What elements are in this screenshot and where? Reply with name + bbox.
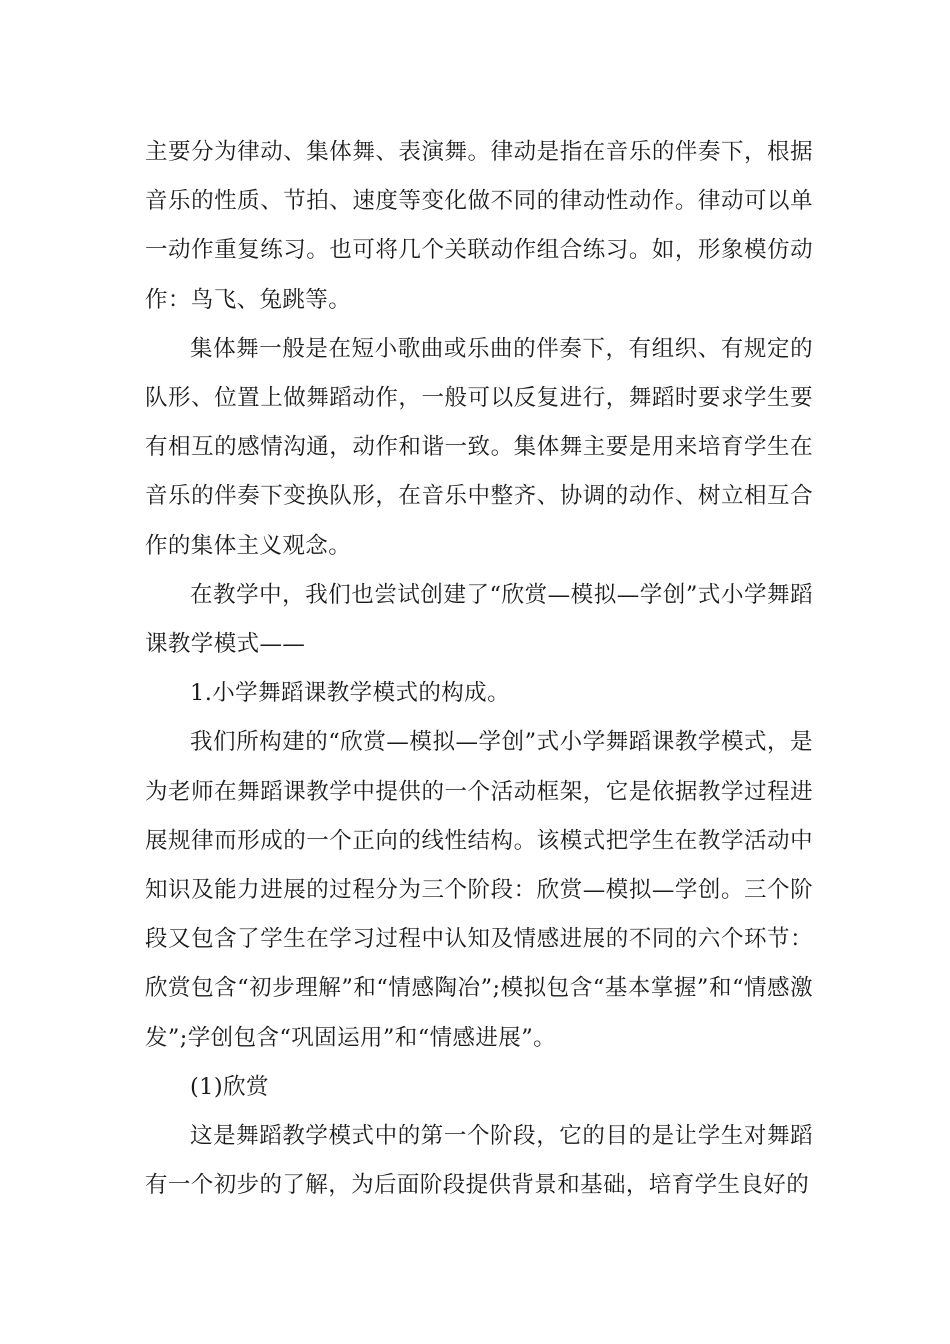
paragraph-group-dance: 集体舞一般是在短小歌曲或乐曲的伴奏下，有组织、有规定的队形、位置上做舞蹈动作，一般可以反复进行，舞蹈时要求学生要有相互的感情沟通，动作和谐一致。集体舞主要是用来培育学生在音乐的伴奏下变换队形，在音乐中整齐、协调的动作、树立相互合作的集体主义观念。	[145, 335, 813, 559]
paragraph-appreciation-stage: 这是舞蹈教学模式中的第一个阶段，它的目的是让学生对舞蹈有一个初步的了解，为后面阶段提供背景和基础，培育学生良好的	[145, 1123, 813, 1199]
paragraph-dance-types: 主要分为律动、集体舞、表演舞。律动是指在音乐的伴奏下，根据音乐的性质、节拍、速度等变化做不同的律动性动作。律动可以单一动作重复练习。也可将几个关联动作组合练习。如，形象模仿动作：鸟飞、兔跳等。	[145, 139, 813, 313]
paragraph-model-description: 我们所构建的“欣赏—模拟—学创”式小学舞蹈课教学模式，是为老师在舞蹈课教学中提供的一个活动框架，它是依据教学过程进展规律而形成的一个正向的线性结构。该模式把学生在教学活动中知识及能力进展的过程分为三个阶段：欣赏—模拟—学创。三个阶段又包含了学生在学习过程中认知及情感进展的不同的六个环节：欣赏包含“初步理解”和“情感陶冶”;模拟包含“基本掌握”和“情感激发”;学创包含“巩固运用”和“情感进展”。	[145, 729, 813, 1051]
subsection-heading-appreciation: (1)欣赏	[190, 1073, 269, 1100]
document-body	[145, 128, 813, 1210]
section-heading-model-composition: 1.小学舞蹈课教学模式的构成。	[190, 680, 510, 707]
paragraph-teaching-model-intro: 在教学中，我们也尝试创建了“欣赏—模拟—学创”式小学舞蹈课教学模式——	[145, 581, 813, 658]
